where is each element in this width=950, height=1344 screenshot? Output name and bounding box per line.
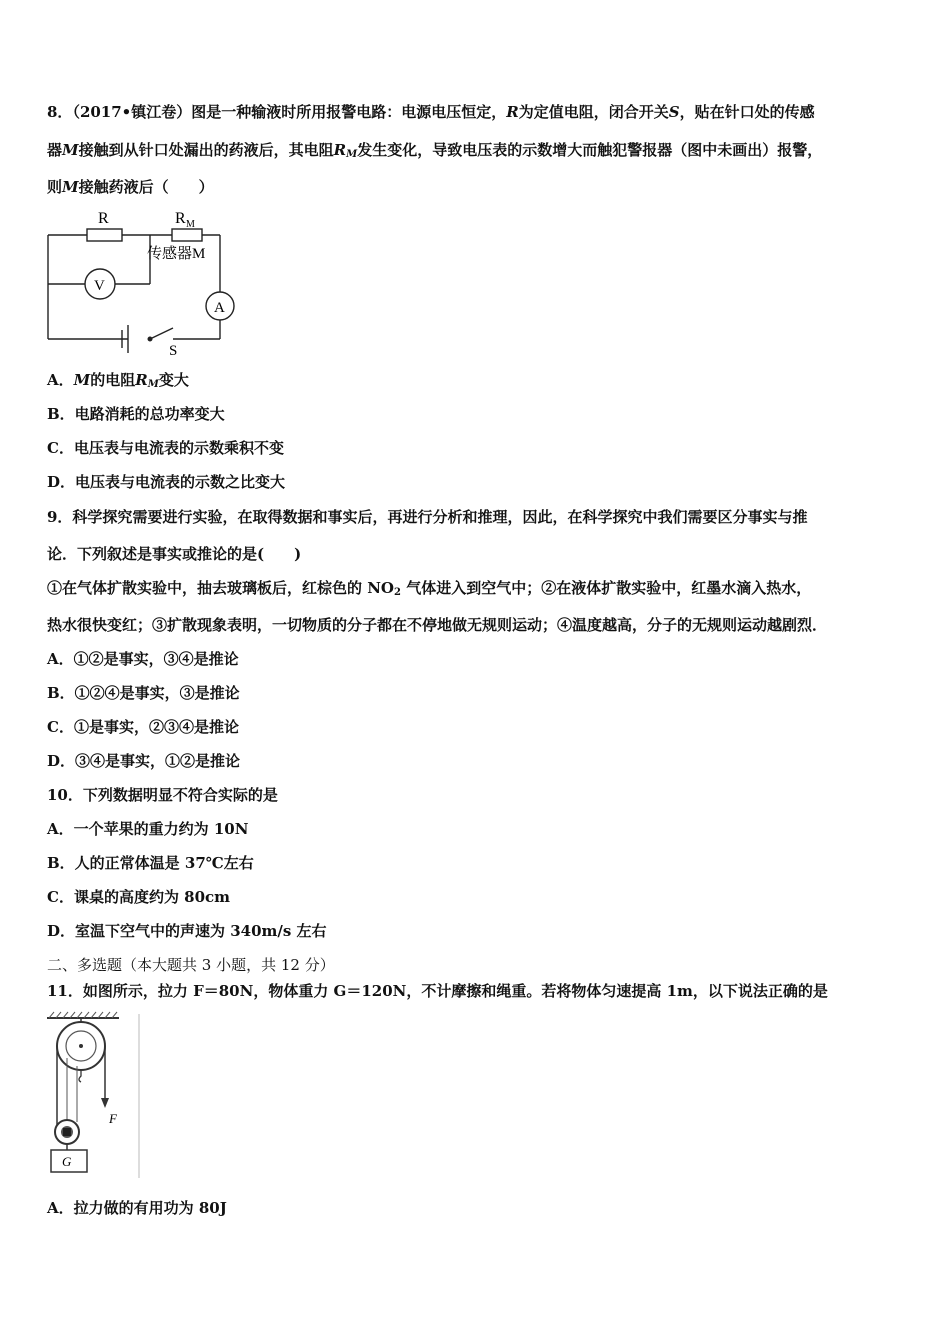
q8-text: 发生变化，导致电压表的示数增大而触犯警报器（图中未画出）报警， (357, 141, 823, 159)
q10-option-d: D．室温下空气中的声速为 340m/s 左右 (47, 922, 327, 940)
q8-subscript: M (346, 149, 358, 160)
q8-option-a (47, 370, 189, 395)
q11-option-a: A．拉力做的有用功为 80J (47, 1199, 227, 1217)
q11-stem: 11．如图所示，拉力 F＝80N，物体重力 G＝120N，不计摩擦和绳重。若将物体匀速提高 1m，以下说法正确的是 (47, 982, 828, 1000)
q8-text: 器 (47, 141, 63, 159)
force-f-label: F (109, 1111, 117, 1126)
q8-var-s: S (668, 103, 680, 121)
q8-stem-line-2 (47, 140, 822, 165)
q9-option-a: A．①②是事实，③④是推论 (47, 650, 239, 668)
sensor-label: 传感器M (147, 246, 206, 262)
q9-text: 气体进入到空气中；②在液体扩散实验中，红墨水滴入热水， (400, 579, 812, 597)
q8-text: 接触药液后（ ） (78, 178, 214, 196)
q10-option-c: C．课桌的高度约为 80cm (47, 888, 231, 906)
q8-var-r: R (506, 103, 519, 121)
q9-stem-line-2: 论．下列叙述是事实或推论的是( ) (47, 545, 302, 563)
q8-text: 变大 (158, 371, 189, 389)
q8-stem-line-1 (47, 102, 815, 122)
q8-text: 接触到从针口处漏出的药液后，其电阻 (78, 141, 334, 159)
q8-text: 则 (47, 178, 63, 196)
q9-subscript: 2 (394, 587, 401, 598)
q8-var-r: R (333, 141, 347, 159)
q11-pulley-diagram (43, 1010, 143, 1180)
q8-option-b: B．电路消耗的总功率变大 (47, 405, 225, 423)
resistor-r-label: R (98, 210, 109, 227)
ammeter-label: A (214, 300, 225, 316)
q8-circuit-diagram (40, 206, 245, 358)
q8-var-m: M (73, 371, 91, 389)
q8-option-d: D．电压表与电流表的示数之比变大 (47, 473, 286, 491)
q8-var-m: M (62, 178, 79, 196)
q9-stem-line-4: 热水很快变红；③扩散现象表明，一切物质的分子都在不停地做无规则运动；④温度越高，分子的无规则运动越剧烈． (47, 616, 828, 634)
q9-option-b: B．①②④是事实，③是推论 (47, 684, 240, 702)
q8-text: 图是一种输液时所用报警电路：电源电压恒定， (191, 103, 507, 121)
resistor-rm-label: R (175, 210, 186, 227)
resistor-rm-symbol (172, 229, 202, 241)
weight-g-label: G (62, 1154, 72, 1169)
q8-source: （2017•镇江卷） (72, 103, 192, 121)
q8-number: 8． (47, 103, 73, 121)
q8-text: 为定值电阻，闭合开关 (518, 103, 669, 121)
q8-option-c: C．电压表与电流表的示数乘积不变 (47, 439, 284, 457)
resistor-rm-subscript: M (186, 219, 195, 230)
q8-text: ，贴在针口处的传感 (679, 103, 815, 121)
switch-label: S (169, 343, 178, 358)
q8-stem-line-3 (47, 177, 214, 197)
resistor-r-symbol (87, 229, 122, 241)
q9-text: ①在气体扩散实验中，抽去玻璃板后，红棕色的 NO (47, 579, 395, 597)
q8-text: 的电阻 (90, 371, 136, 389)
q9-option-d: D．③④是事实，①②是推论 (47, 752, 241, 770)
q8-var-r: R (135, 371, 148, 389)
option-label: A． (47, 371, 74, 389)
q10-option-b: B．人的正常体温是 37℃左右 (47, 854, 254, 872)
voltmeter-label: V (94, 278, 105, 294)
q9-stem-line-3 (47, 578, 811, 603)
q10-stem: 10．下列数据明显不符合实际的是 (47, 786, 278, 804)
q10-option-a: A．一个苹果的重力约为 10N (47, 820, 249, 838)
q9-stem-line-1: 9．科学探究需要进行实验，在取得数据和事实后，再进行分析和推理，因此，在科学探究中我们需要区分事实与推 (47, 508, 808, 526)
q9-option-c: C．①是事实，②③④是推论 (47, 718, 239, 736)
section-header-multiple-choice: 二、多选题（本大题共 3 小题，共 12 分） (47, 956, 335, 974)
q8-var-m: M (62, 141, 79, 159)
q8-subscript: M (147, 379, 159, 390)
